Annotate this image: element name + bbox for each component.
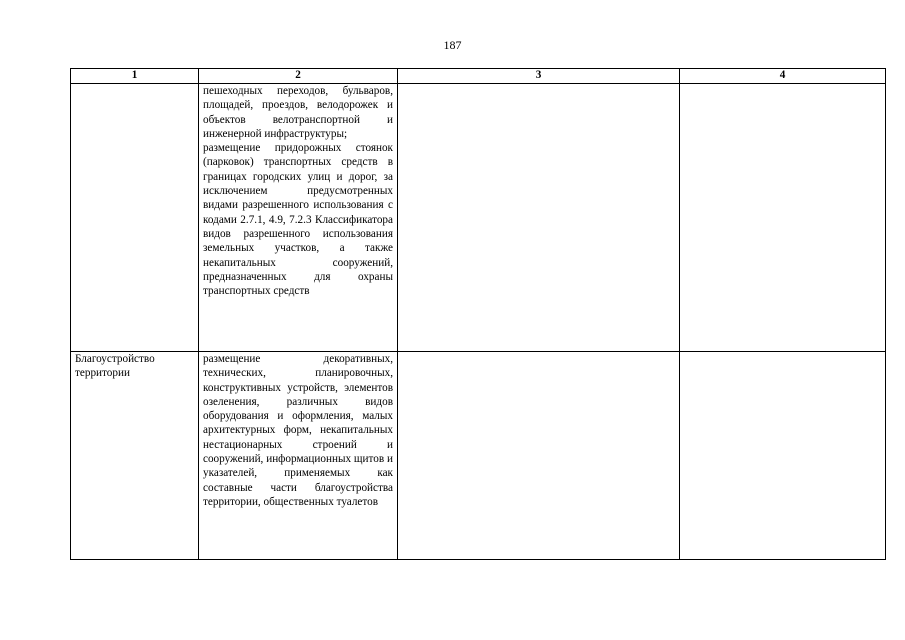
cell-column-4 bbox=[680, 352, 886, 560]
description-paragraph: размещение придорожных стоянок (парковок) транспортных средств в границах городских улиц и дорог, за исключением предусмотренных видами разрешенного использования с кодами 2.7.1, 4.9, 7.2.3 Классификатора видов разрешенного использования земельных участков, а также некапитальных сооружений, предназначенных для охраны транспортных средств bbox=[203, 142, 393, 298]
column-header-2: 2 bbox=[199, 69, 398, 84]
cell-column-3 bbox=[398, 352, 680, 560]
column-header-4: 4 bbox=[680, 69, 886, 84]
column-header-1: 1 bbox=[71, 69, 199, 84]
table-header-row bbox=[71, 69, 886, 84]
cell-column-3 bbox=[398, 84, 680, 352]
description-paragraph: размещение декоративных, технических, планировочных, конструктивных устройств, элементов озеленения, различных видов оборудования и оформления, малых архитектурных форм, некапитальных нестационарных строений и сооружений, информационных щитов и указателей, применяемых как составные части благоустройства территории, общественных туалетов bbox=[203, 353, 393, 508]
cell-purpose-description bbox=[199, 352, 398, 560]
description-paragraph: пешеходных переходов, бульваров, площадей, проездов, велодорожек и объектов велотранспортной и инженерной инфраструктуры; bbox=[203, 85, 393, 140]
table-row bbox=[71, 84, 886, 352]
column-header-3: 3 bbox=[398, 69, 680, 84]
document-table bbox=[70, 68, 886, 560]
cell-column-4 bbox=[680, 84, 886, 352]
table-row bbox=[71, 352, 886, 560]
page-number: 187 bbox=[443, 38, 462, 52]
cell-purpose-name bbox=[71, 84, 199, 352]
cell-purpose-name: Благоустройство территории bbox=[71, 352, 199, 560]
cell-purpose-description bbox=[199, 84, 398, 352]
